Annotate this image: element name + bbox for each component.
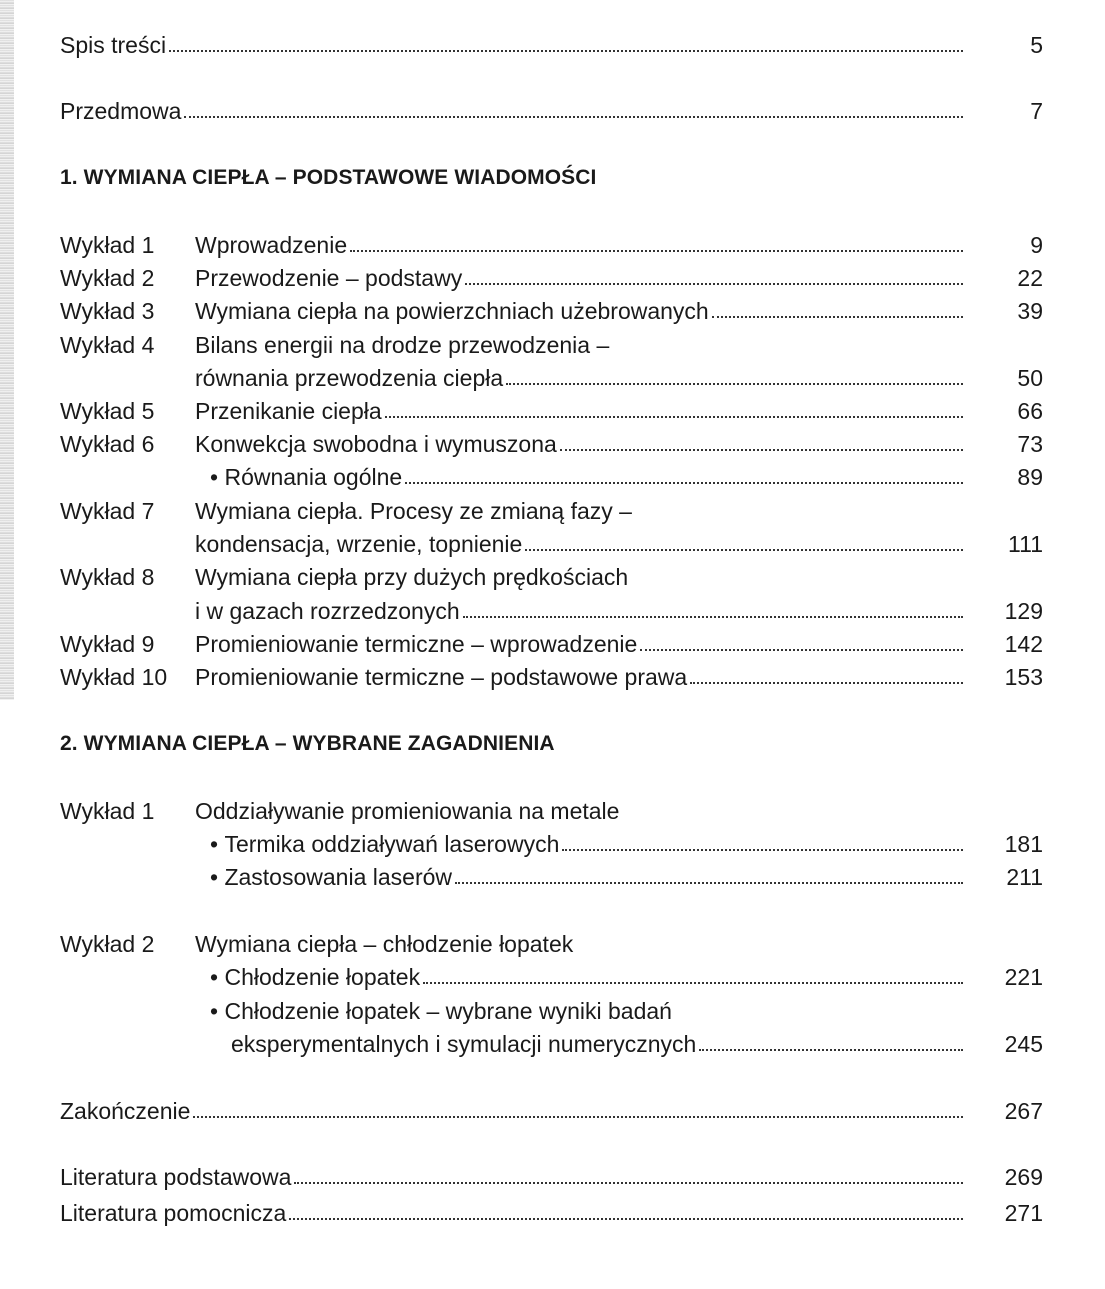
toc-page-number: 66 xyxy=(1017,398,1043,424)
leader-dots xyxy=(455,882,963,884)
leader-dots xyxy=(193,1116,963,1118)
leader-dots xyxy=(506,383,963,385)
toc-entry-title: Wprowadzenie xyxy=(195,232,348,258)
leader-dots xyxy=(169,50,963,52)
toc-entry-title: Przedmowa xyxy=(60,98,182,124)
toc-subentry[interactable] xyxy=(60,964,1043,996)
toc-entry-title: Wymiana ciepła na powierzchniach użebrowanych xyxy=(195,298,709,324)
toc-entry-continuation[interactable] xyxy=(60,531,1043,563)
toc-entry-title: Oddziaływanie promieniowania na metale xyxy=(195,798,620,824)
toc-entry-title: • Termika oddziaływań laserowych xyxy=(210,831,559,858)
toc-entry[interactable] xyxy=(60,931,1043,963)
leader-dots xyxy=(699,1049,963,1051)
toc-entry-title: • Chłodzenie łopatek – wybrane wyniki badań xyxy=(210,998,672,1025)
leader-dots xyxy=(525,549,963,551)
toc-entry-title: • Zastosowania laserów xyxy=(210,864,452,891)
leader-dots xyxy=(463,616,963,618)
toc-entry-title: Wymiana ciepła – chłodzenie łopatek xyxy=(195,931,574,957)
toc-entry-continuation[interactable] xyxy=(60,598,1043,630)
toc-entry-title: Bilans energii na drodze przewodzenia – xyxy=(195,332,610,358)
lecture-label: Wykład 8 xyxy=(60,564,155,590)
lecture-label: Wykład 3 xyxy=(60,298,155,324)
toc-page-number: 39 xyxy=(1017,298,1043,324)
toc-entry-title: Promieniowanie termiczne – wprowadzenie xyxy=(195,631,638,657)
toc-page-number: 211 xyxy=(1006,864,1043,890)
lecture-label: Wykład 6 xyxy=(60,431,155,457)
section-heading-1: 1. WYMIANA CIEPŁA – PODSTAWOWE WIADOMOŚCI xyxy=(60,166,597,189)
toc-entry[interactable] xyxy=(60,265,1043,297)
leader-dots xyxy=(423,982,963,984)
toc-entry[interactable] xyxy=(60,498,1043,530)
toc-page-number: 89 xyxy=(1017,464,1043,490)
toc-page-number: 267 xyxy=(1004,1098,1043,1124)
toc-entry[interactable] xyxy=(60,298,1043,330)
toc-entry-title: Literatura podstawowa xyxy=(60,1164,292,1190)
toc-entry-literatura-podstawowa[interactable] xyxy=(60,1164,1043,1196)
toc-entry-title: eksperymentalnych i symulacji numerycznych xyxy=(231,1031,697,1057)
toc-entry-title: • Równania ogólne xyxy=(210,464,402,491)
toc-entry-title: • Chłodzenie łopatek xyxy=(210,964,420,991)
lecture-label: Wykład 10 xyxy=(60,664,168,690)
toc-page-number: 9 xyxy=(1030,232,1043,258)
lecture-label: Wykład 7 xyxy=(60,498,155,524)
toc-page-number: 142 xyxy=(1004,631,1043,657)
leader-dots xyxy=(184,116,963,118)
lecture-label: Wykład 5 xyxy=(60,398,155,424)
toc-page-number: 22 xyxy=(1017,265,1043,291)
toc-entry-title: Konwekcja swobodna i wymuszona xyxy=(195,431,557,457)
leader-dots xyxy=(350,250,963,252)
lecture-label: Wykład 1 xyxy=(60,232,155,258)
leader-dots xyxy=(294,1182,963,1184)
toc-entry-spis-tresci[interactable] xyxy=(60,32,1043,64)
toc-page-number: 153 xyxy=(1004,664,1043,690)
toc-page-number: 271 xyxy=(1004,1200,1043,1226)
toc-page-number: 111 xyxy=(1008,531,1043,557)
leader-dots xyxy=(465,283,963,285)
leader-dots xyxy=(385,416,963,418)
leader-dots xyxy=(560,449,963,451)
toc-entry[interactable] xyxy=(60,631,1043,663)
toc-subentry[interactable] xyxy=(60,831,1043,863)
toc-entry-literatura-pomocnicza[interactable] xyxy=(60,1200,1043,1232)
toc-entry-title: i w gazach rozrzedzonych xyxy=(195,598,460,624)
lecture-label: Wykład 4 xyxy=(60,332,155,358)
toc-page-number: 269 xyxy=(1004,1164,1043,1190)
toc-entry[interactable] xyxy=(60,398,1043,430)
leader-dots xyxy=(690,682,963,684)
toc-entry[interactable] xyxy=(60,798,1043,830)
toc-entry[interactable] xyxy=(60,332,1043,364)
toc-entry-title: Wymiana ciepła. Procesy ze zmianą fazy – xyxy=(195,498,632,524)
leader-dots xyxy=(562,849,963,851)
toc-entry-title: Przewodzenie – podstawy xyxy=(195,265,463,291)
toc-entry-title: Przenikanie ciepła xyxy=(195,398,382,424)
leader-dots xyxy=(712,316,963,318)
toc-entry-title: Promieniowanie termiczne – podstawowe prawa xyxy=(195,664,688,690)
toc-entry[interactable] xyxy=(60,431,1043,463)
scan-edge-shadow xyxy=(0,0,14,700)
toc-entry-title: równania przewodzenia ciepła xyxy=(195,365,504,391)
toc-entry[interactable] xyxy=(60,564,1043,596)
toc-subentry[interactable] xyxy=(60,464,1043,496)
section-heading-2: 2. WYMIANA CIEPŁA – WYBRANE ZAGADNIENIA xyxy=(60,732,555,755)
toc-entry[interactable] xyxy=(60,232,1043,264)
toc-page-number: 181 xyxy=(1004,831,1043,857)
lecture-label: Wykład 1 xyxy=(60,798,155,824)
toc-entry-zakonczenie[interactable] xyxy=(60,1098,1043,1130)
toc-entry-title: kondensacja, wrzenie, topnienie xyxy=(195,531,523,557)
toc-entry-przedmowa[interactable] xyxy=(60,98,1043,130)
toc-page-number: 245 xyxy=(1004,1031,1043,1057)
toc-subentry[interactable] xyxy=(60,864,1043,896)
toc-entry-title: Zakończenie xyxy=(60,1098,191,1124)
toc-page-number: 7 xyxy=(1030,98,1043,124)
lecture-label: Wykład 2 xyxy=(60,265,155,291)
toc-entry-title: Wymiana ciepła przy dużych prędkościach xyxy=(195,564,629,590)
toc-page-number: 50 xyxy=(1017,365,1043,391)
toc-page-number: 5 xyxy=(1030,32,1043,58)
toc-subentry[interactable] xyxy=(60,998,1043,1030)
toc-page-number: 73 xyxy=(1017,431,1043,457)
leader-dots xyxy=(405,482,963,484)
toc-page-number: 221 xyxy=(1004,964,1043,990)
toc-subentry-continuation[interactable] xyxy=(60,1031,1043,1063)
toc-entry[interactable] xyxy=(60,664,1043,696)
toc-entry-title: Literatura pomocnicza xyxy=(60,1200,287,1226)
lecture-label: Wykład 2 xyxy=(60,931,155,957)
leader-dots xyxy=(289,1218,963,1220)
leader-dots xyxy=(640,649,963,651)
toc-page-number: 129 xyxy=(1004,598,1043,624)
toc-entry-continuation[interactable] xyxy=(60,365,1043,397)
toc-entry-title: Spis treści xyxy=(60,32,167,58)
lecture-label: Wykład 9 xyxy=(60,631,155,657)
